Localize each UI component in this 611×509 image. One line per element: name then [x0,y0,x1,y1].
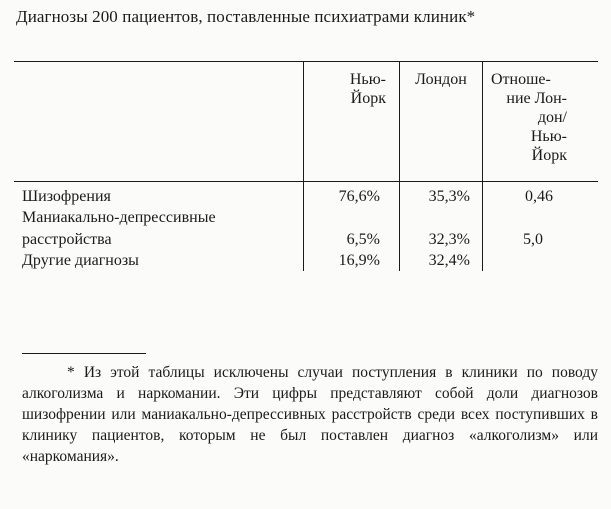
table-cell: 35,3% [428,188,470,205]
table-header-rule [14,181,598,182]
row-label-schizophrenia: Шизофрения [22,188,111,205]
table-cell: 16,9% [338,252,380,269]
column-divider [482,61,483,271]
table-cell: 0,46 [525,188,553,205]
column-header-line: дон/ [537,109,567,126]
column-header-new-york [314,70,386,108]
footnote-separator [22,353,146,354]
table-title: Диагнозы 200 пациентов, поставленные психиатрами клиник* [16,7,476,26]
table-cell: 76,6% [338,188,380,205]
table-cell: 5,0 [523,231,543,248]
column-divider [303,61,304,271]
column-header-line: Йорк [531,147,567,164]
column-header-london [404,70,478,89]
column-header-line: Отноше- [491,71,551,88]
row-label-manic-depressive-line-2: расстройства [22,231,112,248]
row-label-other-diagnoses: Другие диагнозы [22,252,139,269]
column-header-line: Нью- [530,128,567,145]
column-header-line: Нью- [349,71,386,88]
table-cell: 6,5% [346,231,380,248]
column-divider [399,61,400,271]
table-cell: 32,4% [428,252,470,269]
row-label-manic-depressive-line-1: Маниакально-депрессивные [22,209,216,226]
footnote-text: * Из этой таблицы исключены случаи поступления в клиники по поводу алкоголизма и наркомании. Эти цифры представляют собой доли диагнозов шизофрении или маниакально-депрессивных расстройств среди всех поступивших в клинику пациентов, которым не был поставлен диагноз «алкоголизм» или «наркомания». [22,364,598,465]
column-header-line: Йорк [350,90,386,107]
column-header-ratio [487,70,567,165]
table-cell: 32,3% [428,231,470,248]
column-header-line: Лондон [415,71,467,88]
column-header-line: ние Лон- [506,90,567,107]
table-top-rule [14,61,598,62]
